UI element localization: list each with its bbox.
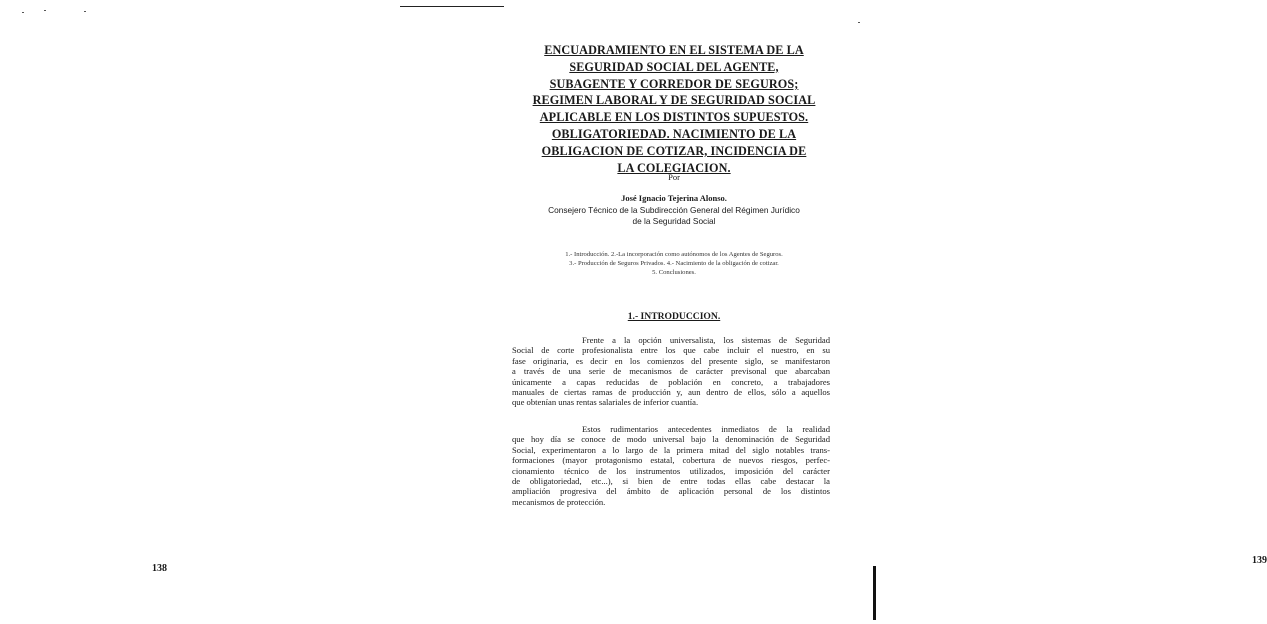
scan-artifact-line [400,6,440,7]
scan-speck [84,11,86,12]
by-label: Por [668,172,680,182]
paragraph-line: Frente a la opción universalista, los sistemas de Seguridad [582,335,830,345]
paragraph-line: formaciones (mayor protagonismo estatal, cobertura de nuevos riesgos, perfec- [512,455,830,466]
title-line: OBLIGATORIEDAD. NACIMIENTO DE LA [551,126,797,141]
paragraph-line: Social, experimentaron a lo largo de la primera mitad del siglo notables trans- [512,444,830,455]
scan-speck [44,10,46,11]
paragraph-line: que obtenían unas rentas salariales de inferior cuantía. [512,397,699,408]
paragraph-line: manuales de ciertas ramas de producción y, aun dentro de ellos, sólo a aquellos [512,387,830,398]
toc-line: 1.- Introducción. 2.-La incorporación como autónomos de los Agentes de Seguros. [565,251,783,258]
paragraph-line: mecanismos de protección. [512,496,606,507]
author-role-line: Consejero Técnico de la Subdirección General del Régimen Jurídico [548,205,800,215]
title-line: SUBAGENTE Y CORREDOR DE SEGUROS; [549,76,799,91]
title-line: OBLIGACION DE COTIZAR, INCIDENCIA DE [541,143,807,158]
paragraph-line: ampliación progresiva del ámbito de aplicación personal de los distintos [512,486,830,497]
scan-edge-bar [873,566,876,620]
title-line: SEGURIDAD SOCIAL DEL AGENTE, [569,59,779,74]
paragraph-line: Social de corte profesionalista entre los que cabe incluir el nuestro, en su [512,345,830,356]
toc-line: 5. Conclusiones. [652,269,696,277]
left-page [0,0,440,624]
article-title [516,42,832,176]
paragraph-line: que hoy día se conoce de modo universal bajo la denominación de Seguridad [512,434,830,445]
title-line: REGIMEN LABORAL Y DE SEGURIDAD SOCIAL [532,93,816,108]
title-line: APLICABLE EN LOS DISTINTOS SUPUESTOS. [539,110,809,125]
paragraph-line: Estos rudimentarios antecedentes inmediatos de la realidad [582,424,830,434]
paragraph-line: cionamiento técnico de los instrumentos utilizados, imposición del carácter [512,465,830,476]
author-role [516,205,832,226]
scan-speck [22,12,24,13]
page-number-right: 139 [1252,555,1267,566]
title-line: LA COLEGIACION. [617,160,731,175]
table-of-contents [516,250,832,278]
section-heading: 1.- INTRODUCCION. [627,311,721,322]
paragraph-1 [512,335,830,408]
title-line: ENCUADRAMIENTO EN EL SISTEMA DE LA [544,43,804,57]
paragraph-line: fase originaria, es decir en los comienzos del presente siglo, se manifestaron [512,355,830,366]
paragraph-line: a través de una serie de mecanismos de carácter previsonal que abarcaban [512,366,830,377]
scan-artifact-line [440,6,504,7]
scan-speck [858,22,860,23]
toc-line: 3.- Producción de Seguros Privados. 4.- Nacimiento de la obligación de cotizar. [569,260,779,268]
page-number-left: 138 [152,563,167,574]
author-role-line: de la Seguridad Social [632,215,716,226]
paragraph-2 [512,424,830,507]
paragraph-line: de obligatoriedad, etc...), si bien de entre todas ellas cabe destacar la [512,476,830,487]
author-name: José Ignacio Tejerina Alonso. [621,193,727,203]
paragraph-line: únicamente a capas reducidas de población en concreto, a trabajadores [512,376,830,387]
